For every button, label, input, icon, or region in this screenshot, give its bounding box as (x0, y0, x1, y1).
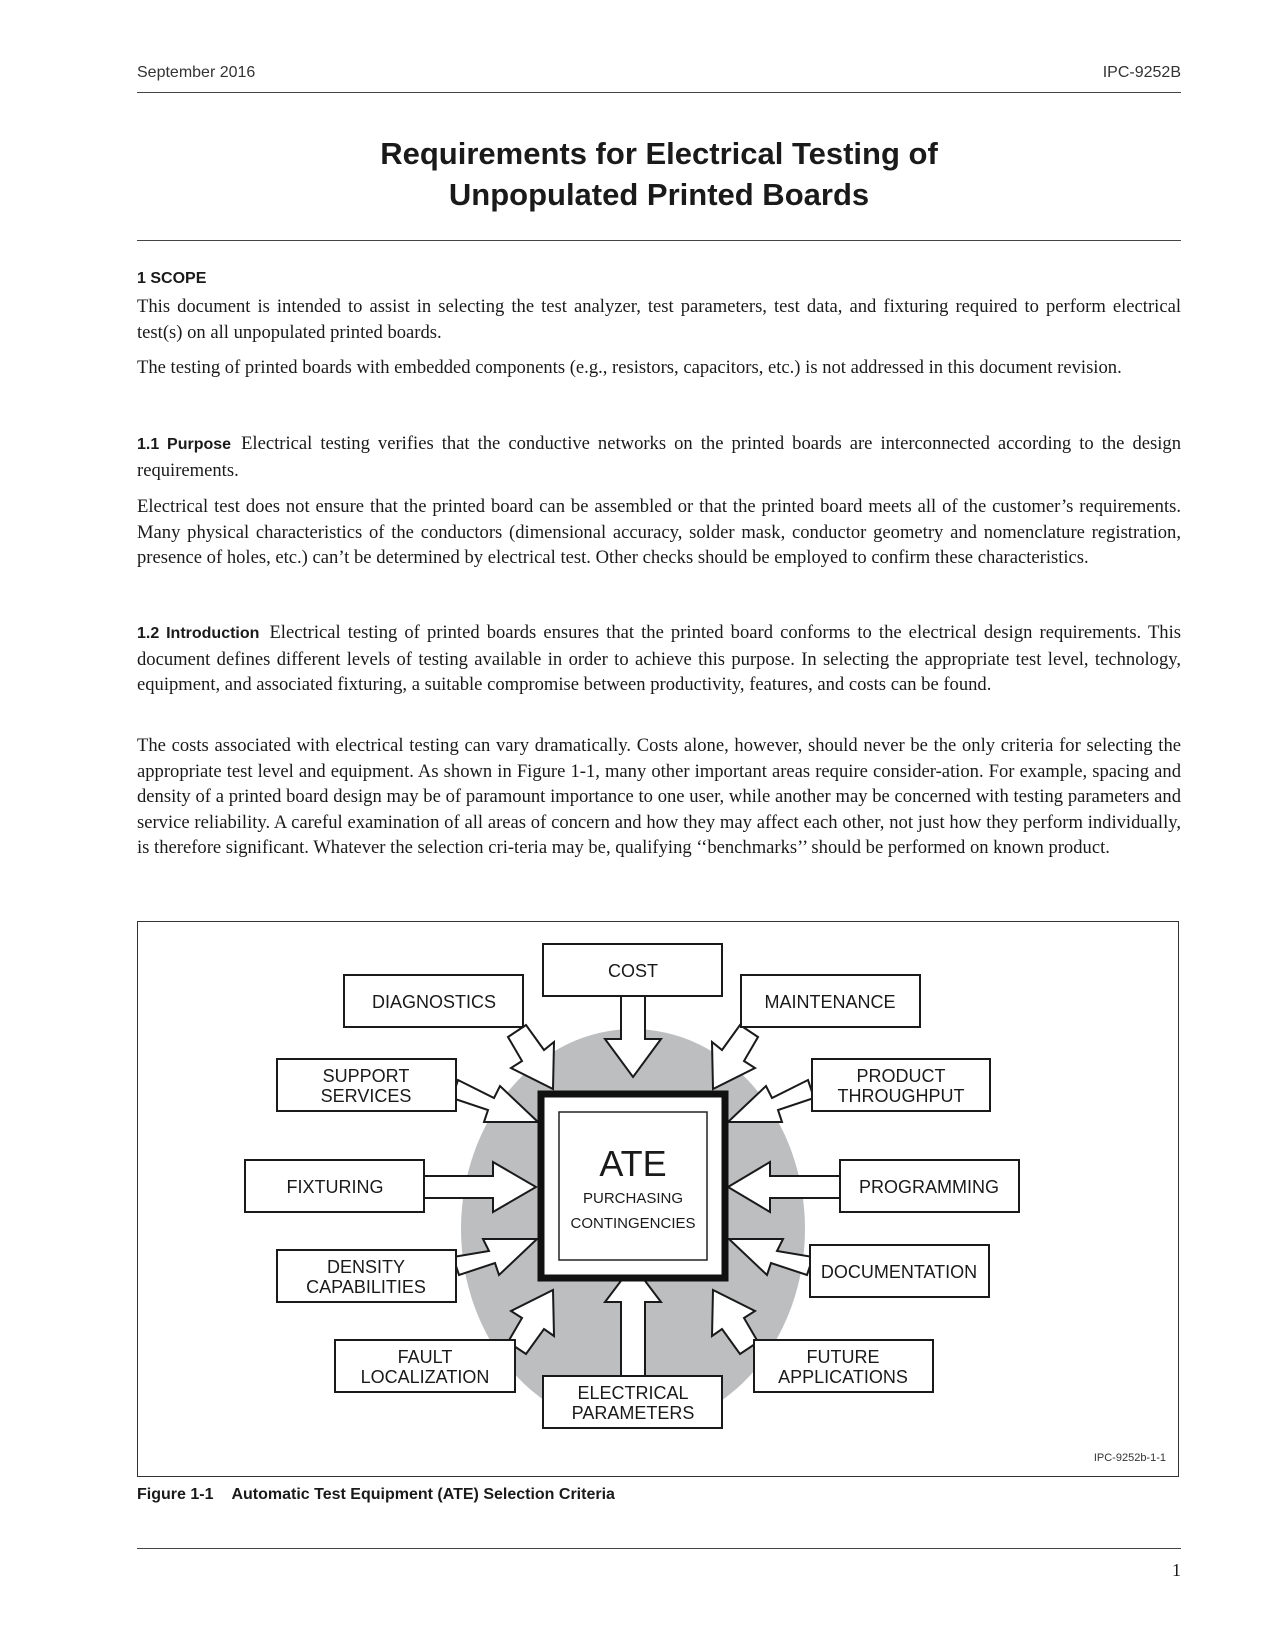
label-throughput-line-2: THROUGHPUT (837, 1086, 965, 1106)
label-future-line-1: FUTURE (806, 1347, 880, 1367)
label-fault-line-1: FAULT (397, 1347, 453, 1367)
label-fixturing: FIXTURING (286, 1177, 384, 1197)
purpose-paragraph-2: Electrical test does not ensure that the printed board can be assembled or that the printed board meets all of the customer’s requirements. Many physical characteristics of the conductors (dimensional accuracy, solder mask, conductor geometry and nomenclature registration, presence of holes, etc.) can’t be determined by electrical test. Other checks should be employed to confirm these characteristics. (137, 496, 1181, 569)
scope-paragraph-1: This document is intended to assist in selecting the test analyzer, test parameters, test data, and fixturing required to perform electrical test(s) on all unpopulated printed boards. (137, 296, 1181, 343)
label-diagnostics: DIAGNOSTICS (371, 992, 497, 1012)
label-documentation: DOCUMENTATION (820, 1262, 978, 1282)
document-title (137, 133, 1181, 215)
introduction-paragraph-1 (137, 620, 1181, 698)
label-maintenance: MAINTENANCE (764, 992, 896, 1012)
title-line-2: Unpopulated Printed Boards (448, 177, 870, 212)
title-line-1: Requirements for Electrical Testing of (380, 136, 938, 171)
header-rule (137, 92, 1181, 93)
label-cost: COST (607, 961, 659, 981)
header-date: September 2016 (137, 64, 256, 81)
label-future-line-2: APPLICATIONS (778, 1367, 908, 1387)
ate-inner-frame (559, 1112, 707, 1260)
label-throughput-line-1: PRODUCT (856, 1066, 946, 1086)
header-doc-id: IPC-9252B (1102, 64, 1181, 81)
figure-caption (137, 1486, 615, 1504)
label-support-line-1: SUPPORT (322, 1066, 410, 1086)
title-rule (137, 240, 1181, 241)
purpose-paragraph-1 (137, 431, 1181, 483)
caption-label: Figure 1-1 (137, 1486, 214, 1503)
label-density-line-1: DENSITY (326, 1257, 406, 1277)
label-electrical-line-2: PARAMETERS (571, 1403, 695, 1423)
ate-diagram (138, 922, 1178, 1476)
label-electrical-line-1: ELECTRICAL (577, 1383, 689, 1403)
caption-text: Automatic Test Equipment (ATE) Selection Criteria (231, 1486, 615, 1503)
label-support-line-2: SERVICES (320, 1086, 412, 1106)
ate-subtitle-line-1: PURCHASING (582, 1190, 684, 1207)
section-1-heading: 1 SCOPE (137, 270, 207, 287)
introduction-heading: 1.2 Introduction (137, 625, 260, 642)
label-fault-line-2: LOCALIZATION (360, 1367, 490, 1387)
introduction-text-1: Electrical testing of printed boards ensures that the printed board conforms to the electrical design requirements. This document defines different levels of testing available in order to achieve this purpose. In selecting the appropriate test level, technology, equipment, and associated fixturing, a suitable compromise between productivity, features, and costs can be found. (137, 622, 1182, 696)
label-density-line-2: CAPABILITIES (306, 1277, 426, 1297)
page-number: 1 (1172, 1560, 1181, 1580)
figure-id: IPC-9252b-1-1 (1093, 1452, 1166, 1464)
introduction-paragraph-2: The costs associated with electrical testing can vary dramatically. Costs alone, however, should never be the only criteria for selecting the appropriate test level and equipment. As shown in Figure 1-1, many other important areas require consider-ation. For example, spacing and density of a printed board design may be of paramount importance to one user, while another may be concerned with testing parameters and service reliability. A careful examination of all areas of concern and how they may affect each other, not just how they perform individually, is therefore significant. Whatever the selection cri-teria may be, qualifying ‘‘benchmarks’’ should be performed on known product. (137, 735, 1181, 859)
purpose-text-1: Electrical testing verifies that the conductive networks on the printed boards are interconnected according to the design requirements. (137, 433, 1182, 481)
ate-title: ATE (599, 1143, 667, 1184)
scope-paragraph-2: The testing of printed boards with embedded components (e.g., resistors, capacitors, etc.) is not addressed in this document revision. (137, 357, 1122, 378)
label-programming: PROGRAMMING (858, 1177, 1000, 1197)
ate-subtitle-line-2: CONTINGENCIES (570, 1215, 696, 1232)
figure-1-1 (137, 921, 1179, 1477)
purpose-heading: 1.1 Purpose (137, 436, 232, 453)
footer-rule (137, 1548, 1181, 1549)
